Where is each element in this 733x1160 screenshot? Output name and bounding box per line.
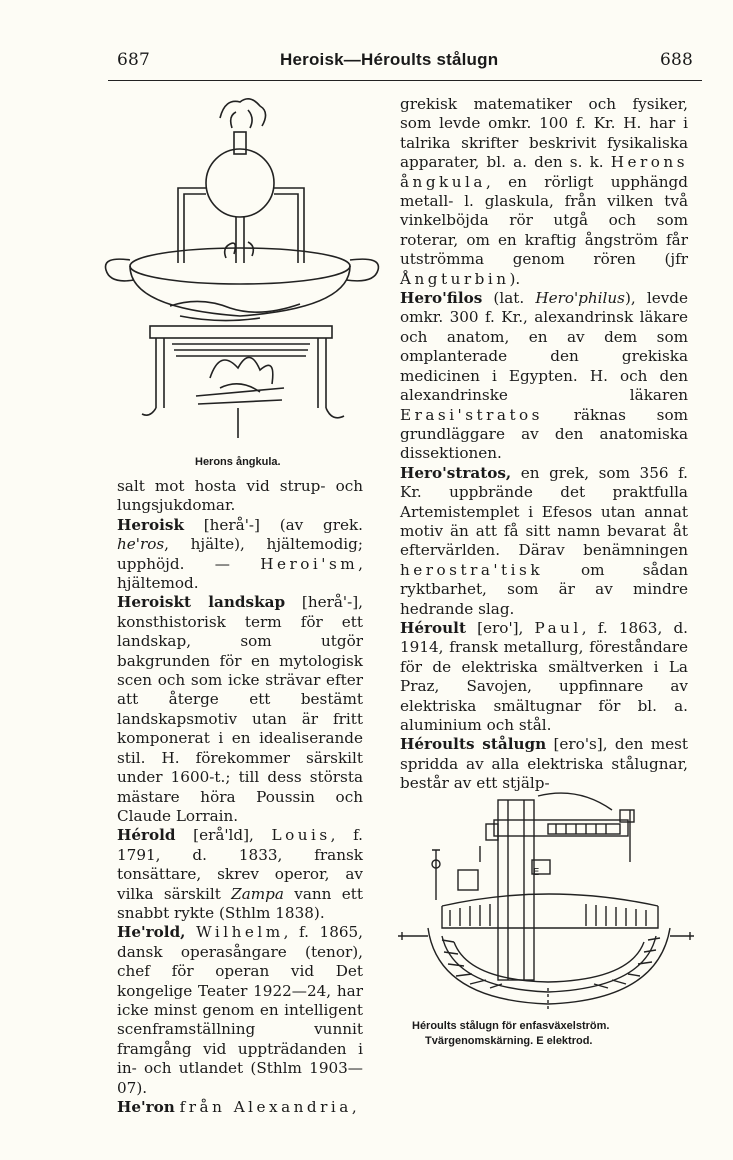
page-number-right: 688 — [660, 50, 694, 70]
spaced-text: Heroi'sm — [260, 554, 359, 573]
header-rule — [108, 80, 702, 81]
entry-text: , en rörligt upphängd metall- l. glaskula, från vilken två vinkelböjda rör utgå och som roterar, om en kraftig ångström får utströmma genom rören (jfr — [400, 172, 688, 269]
headword: Héroults stålugn — [400, 735, 547, 754]
herons-angkula-illustration — [100, 88, 390, 448]
entry-text: ), levde omkr. 300 f. Kr., alexandrinsk läkare och anatom, en av dem som omplanterade den grekiska medicinen i Egypten. H. och den alexandrinske läkaren — [400, 289, 688, 405]
entry-text: grekisk matematiker och fysiker, som levde omkr. 100 f. Kr. H. har i talrika skrifter beskrivit fysikaliska apparater, bl. a. den s. k. — [400, 95, 688, 172]
electrode-label: E — [533, 867, 540, 878]
headword: Heroiskt landskap — [117, 593, 286, 612]
spaced-text: Louis — [271, 826, 331, 845]
entry-heroisk — [117, 516, 363, 594]
spaced-text: Ångturbin — [400, 269, 510, 288]
entry-heroiskt-landskap — [117, 593, 363, 826]
headword: Hérold — [117, 826, 176, 845]
figure2-caption-line1: Héroults stålugn för enfasväxelström. — [412, 1020, 610, 1032]
page-number-left: 687 — [117, 50, 151, 70]
entry-text: om sådan ryktbarhet, som är av mindre hedrande slag. — [400, 560, 688, 618]
right-column — [400, 95, 688, 794]
entry-text: [herå'-], konsthistorisk term för ett landskap, som utgör bakgrunden för en mytologisk scen och som icke strävar efter att återge ett bestämt landskapsmotiv utan är fritt komponerat i en idealiserande stil. H. förekommer särskilt under 1600-t.; till dess största mästare höra Poussin och Claude Lorrain. — [117, 593, 363, 825]
spaced-text: Wilhelm — [196, 923, 284, 942]
spaced-text: Herons ångkula — [400, 153, 688, 191]
headword: Hero'filos — [400, 289, 483, 308]
entry-heroults-stalugn — [400, 735, 688, 793]
entry-herold-louis — [117, 826, 363, 923]
figure2-caption-line2: Tvärgenomskärning. E elektrod. — [425, 1035, 593, 1047]
continued-paragraph — [117, 477, 363, 516]
headword: Heroisk — [117, 515, 184, 534]
continued-text: salt mot hosta vid strup- och lungsjukdomar. — [117, 477, 363, 515]
entry-text: räknas som grundläggare av den anatomiska dissektionen. — [400, 405, 688, 463]
spaced-text: Erasi'stratos — [400, 405, 543, 424]
entry-text: , hjältemod. — [117, 554, 363, 593]
entry-text: [ero'], — [465, 618, 535, 637]
entry-text: , f. 1791, d. 1833, fransk tonsättare, skrev operor, av vilka särskilt — [117, 826, 364, 903]
entry-text: [ero's], den mest spridda av alla elektriska stålugnar, består av ett stjälp- — [400, 735, 688, 793]
spaced-text: herostra'tisk — [400, 560, 544, 579]
entry-text: en grek, som 356 f. Kr. uppbrände det praktfulla Artemistemplet i Efesos utan annat motiv än att få sitt namn bevarat åt eftervärlden. Därav benämningen — [400, 463, 688, 560]
spaced-text: Paul — [534, 618, 582, 637]
entry-text: , f. 1863, d. 1914, fransk metallurg, föreståndare för de elektriska smältverken i La Praz, Savojen, uppfinnare av elektriska smältugnar för bl. a. aluminium och stål. — [400, 618, 689, 734]
entry-herold-wilhelm — [117, 923, 363, 1098]
entry-text: vann ett snabbt rykte (Sthlm 1838). — [117, 884, 363, 922]
spaced-text: från Alexandria — [179, 1098, 352, 1116]
running-title: Heroisk—Héroults stålugn — [280, 50, 499, 69]
entry-text: , hjälte), hjältemodig; upphöjd. — — [117, 535, 363, 573]
entry-heron — [117, 1098, 363, 1117]
figure1-caption: Herons ångkula. — [195, 456, 281, 468]
entry-heroult — [400, 619, 688, 735]
entry-text: (lat. — [482, 289, 536, 308]
heron-continued — [400, 95, 688, 289]
headword: Hero'stratos, — [400, 463, 512, 482]
left-column — [117, 477, 363, 1117]
italic-text: he'ros — [117, 535, 165, 554]
entry-text: , — [351, 1098, 357, 1116]
entry-herofilos — [400, 289, 688, 464]
entry-text: [erå'ld], — [175, 826, 272, 845]
headword: He'ron — [117, 1098, 175, 1116]
heroults-stalugn-illustration — [398, 790, 694, 1014]
headword: Héroult — [400, 618, 466, 637]
italic-text: Zampa — [231, 884, 284, 903]
entry-herostratos — [400, 464, 688, 619]
entry-text: , f. 1865, dansk operasångare (tenor), chef för operan vid Det kongelige Teater 1922—24, har icke minst genom en intelligent scenframställning vunnit framgång vid uppträdanden i in- och utlandet (Sthlm 1903—07). — [117, 923, 364, 1097]
entry-text: ). — [509, 269, 521, 288]
entry-text: [herå'-] (av grek. — [184, 515, 363, 534]
headword: He'rold, — [117, 923, 186, 942]
italic-text: Hero'philus — [535, 289, 625, 308]
